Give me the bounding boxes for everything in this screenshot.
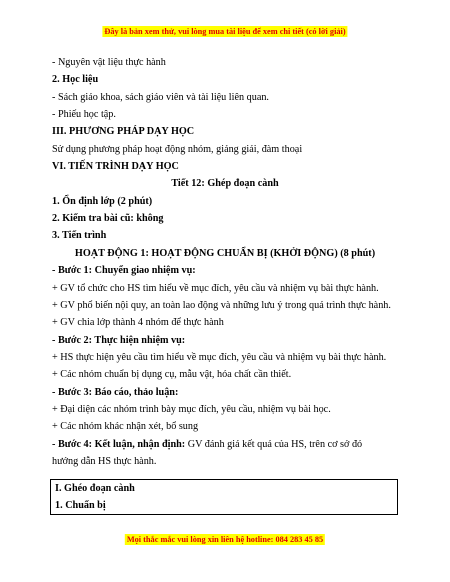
- step-review: 2. Kiểm tra bài cũ: không: [52, 213, 164, 224]
- lesson-title: Tiết 12: Ghép đoạn cành: [171, 178, 279, 189]
- step-progress: 3. Tiến trình: [52, 230, 107, 241]
- step-1-item: + GV phổ biến nội quy, an toàn lao động và những lưu ý trong quá trình thực hành.: [52, 300, 391, 311]
- step-1-heading: - Bước 1: Chuyển giao nhiệm vụ:: [52, 265, 196, 276]
- content-table: [50, 479, 398, 515]
- step-4-text: GV đánh giá kết quả của HS, trên cơ sở đó: [185, 439, 363, 450]
- worksheet-item: - Phiếu học tập.: [52, 109, 116, 120]
- hotline-banner: Mọi thắc mắc vui lòng xin liên hệ hotline: 084 283 45 85: [126, 535, 324, 544]
- section-heading-learning-materials: 2. Học liệu: [52, 74, 99, 85]
- activity-heading: HOẠT ĐỘNG 1: HOẠT ĐỘNG CHUẨN BỊ (KHỞI ĐỘNG) (8 phút): [74, 248, 376, 259]
- preview-notice-banner: Đây là bản xem thử, vui lòng mua tài liệu để xem chi tiết (có lời giải): [104, 27, 346, 36]
- step-4-paragraph: [52, 438, 362, 451]
- textbook-item: - Sách giáo khoa, sách giáo viên và tài liệu liên quan.: [52, 92, 269, 103]
- step-4-heading: - Bước 4: Kết luận, nhận định:: [52, 439, 186, 450]
- section-heading-process: VI. TIẾN TRÌNH DẠY HỌC: [52, 161, 179, 172]
- step-2-item: + HS thực hiện yêu cầu tìm hiểu về mục đích, yêu cầu và nhiệm vụ bài thực hành.: [52, 352, 387, 363]
- step-class-stabilization: 1. Ổn định lớp (2 phút): [52, 196, 153, 207]
- table-row-title: I. Ghéo đoạn cành: [55, 483, 135, 494]
- step-2-heading: - Bước 2: Thực hiện nhiệm vụ:: [52, 335, 186, 346]
- step-3-heading: - Bước 3: Báo cáo, thảo luận:: [52, 387, 179, 398]
- step-1-item: + GV tổ chức cho HS tìm hiểu về mục đích, yêu cầu và nhiệm vụ bài thực hành.: [52, 283, 379, 294]
- materials-item: - Nguyên vật liệu thực hành: [52, 57, 166, 68]
- step-3-item: + Các nhóm khác nhận xét, bổ sung: [52, 421, 199, 432]
- methods-text: Sử dụng phương pháp hoạt động nhóm, giảng giải, đàm thoại: [52, 144, 303, 155]
- step-1-item: + GV chia lớp thành 4 nhóm để thực hành: [52, 317, 224, 328]
- step-4-text-continued: hướng dẫn HS thực hành.: [52, 456, 157, 467]
- step-2-item: + Các nhóm chuẩn bị dụng cụ, mẫu vật, hóa chất cần thiết.: [52, 369, 292, 380]
- section-heading-methods: III. PHƯƠNG PHÁP DẠY HỌC: [52, 126, 195, 137]
- table-row-preparation: 1. Chuẩn bị: [55, 500, 106, 511]
- step-3-item: + Đại diện các nhóm trình bày mục đích, yêu cầu, nhiệm vụ bài học.: [52, 404, 331, 415]
